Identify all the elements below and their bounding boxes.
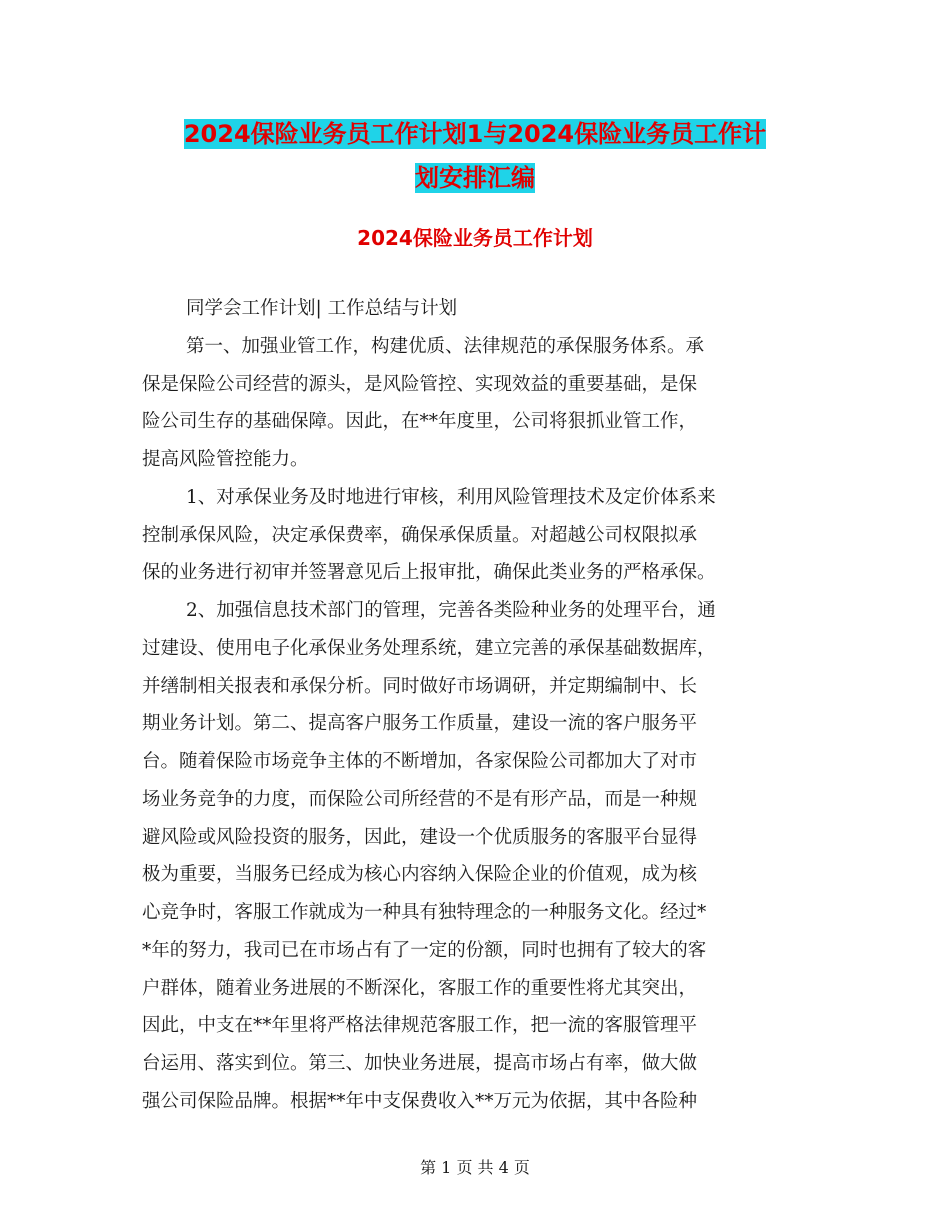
body-line: 因此，中支在**年里将严格法律规范客服工作，把一流的客服管理平 — [142, 1015, 698, 1036]
body-line: 1、对承保业务及时地进行审核，利用风险管理技术及定价体系来 — [186, 487, 716, 508]
body-line: 控制承保风险，决定承保费率，确保承保质量。对超越公司权限拟承 — [142, 525, 698, 546]
body-line: *年的努力，我司已在市场占有了一定的份额，同时也拥有了较大的客 — [142, 940, 707, 961]
body-line: 同学会工作计划| 工作总结与计划 — [186, 298, 458, 319]
body-line: 避风险或风险投资的服务，因此，建设一个优质服务的客服平台显得 — [142, 827, 698, 848]
body-line: 强公司保险品牌。根据**年中支保费收入**万元为依据，其中各险种 — [142, 1091, 698, 1112]
body-line: 过建设、使用电子化承保业务处理系统，建立完善的承保基础数据库， — [142, 638, 716, 659]
body-line: 期业务计划。第二、提高客户服务工作质量，建设一流的客户服务平 — [142, 713, 698, 734]
body-line: 场业务竞争的力度，而保险公司所经营的不是有形产品，而是一种规 — [142, 789, 698, 810]
body-line: 心竞争时，客服工作就成为一种具有独特理念的一种服务文化。经过* — [142, 902, 707, 923]
title-highlight: 划安排汇编 — [415, 164, 535, 192]
page-footer: 第 1 页 共 4 页 — [420, 1158, 530, 1177]
body-line: 台运用、落实到位。第三、加快业务进展，提高市场占有率，做大做 — [142, 1053, 698, 1074]
body-line: 台。随着保险市场竞争主体的不断增加，各家保险公司都加大了对市 — [142, 751, 698, 772]
body-line: 保是保险公司经营的源头，是风险管控、实现效益的重要基础，是保 — [142, 374, 698, 395]
document-title-line-2 — [140, 158, 810, 193]
document-title-line-1 — [140, 114, 810, 149]
body-line: 2、加强信息技术部门的管理，完善各类险种业务的处理平台，通 — [186, 600, 716, 621]
body-line: 并缮制相关报表和承保分析。同时做好市场调研，并定期编制中、长 — [142, 676, 698, 697]
body-line: 极为重要，当服务已经成为核心内容纳入保险企业的价值观，成为核 — [142, 864, 698, 885]
body-line: 户群体，随着业务进展的不断深化，客服工作的重要性将尤其突出， — [142, 978, 698, 999]
title-highlight: 2024保险业务员工作计划1与2024保险业务员工作计 — [183, 120, 767, 148]
section-heading: 2024保险业务员工作计划 — [357, 226, 593, 250]
body-line: 提高风险管控能力。 — [142, 449, 309, 470]
body-line: 第一、加强业管工作，构建优质、法律规范的承保服务体系。承 — [186, 336, 705, 357]
body-line: 险公司生存的基础保障。因此，在**年度里，公司将狠抓业管工作， — [142, 411, 698, 432]
body-line: 保的业务进行初审并签署意见后上报审批，确保此类业务的严格承保。 — [142, 562, 716, 583]
